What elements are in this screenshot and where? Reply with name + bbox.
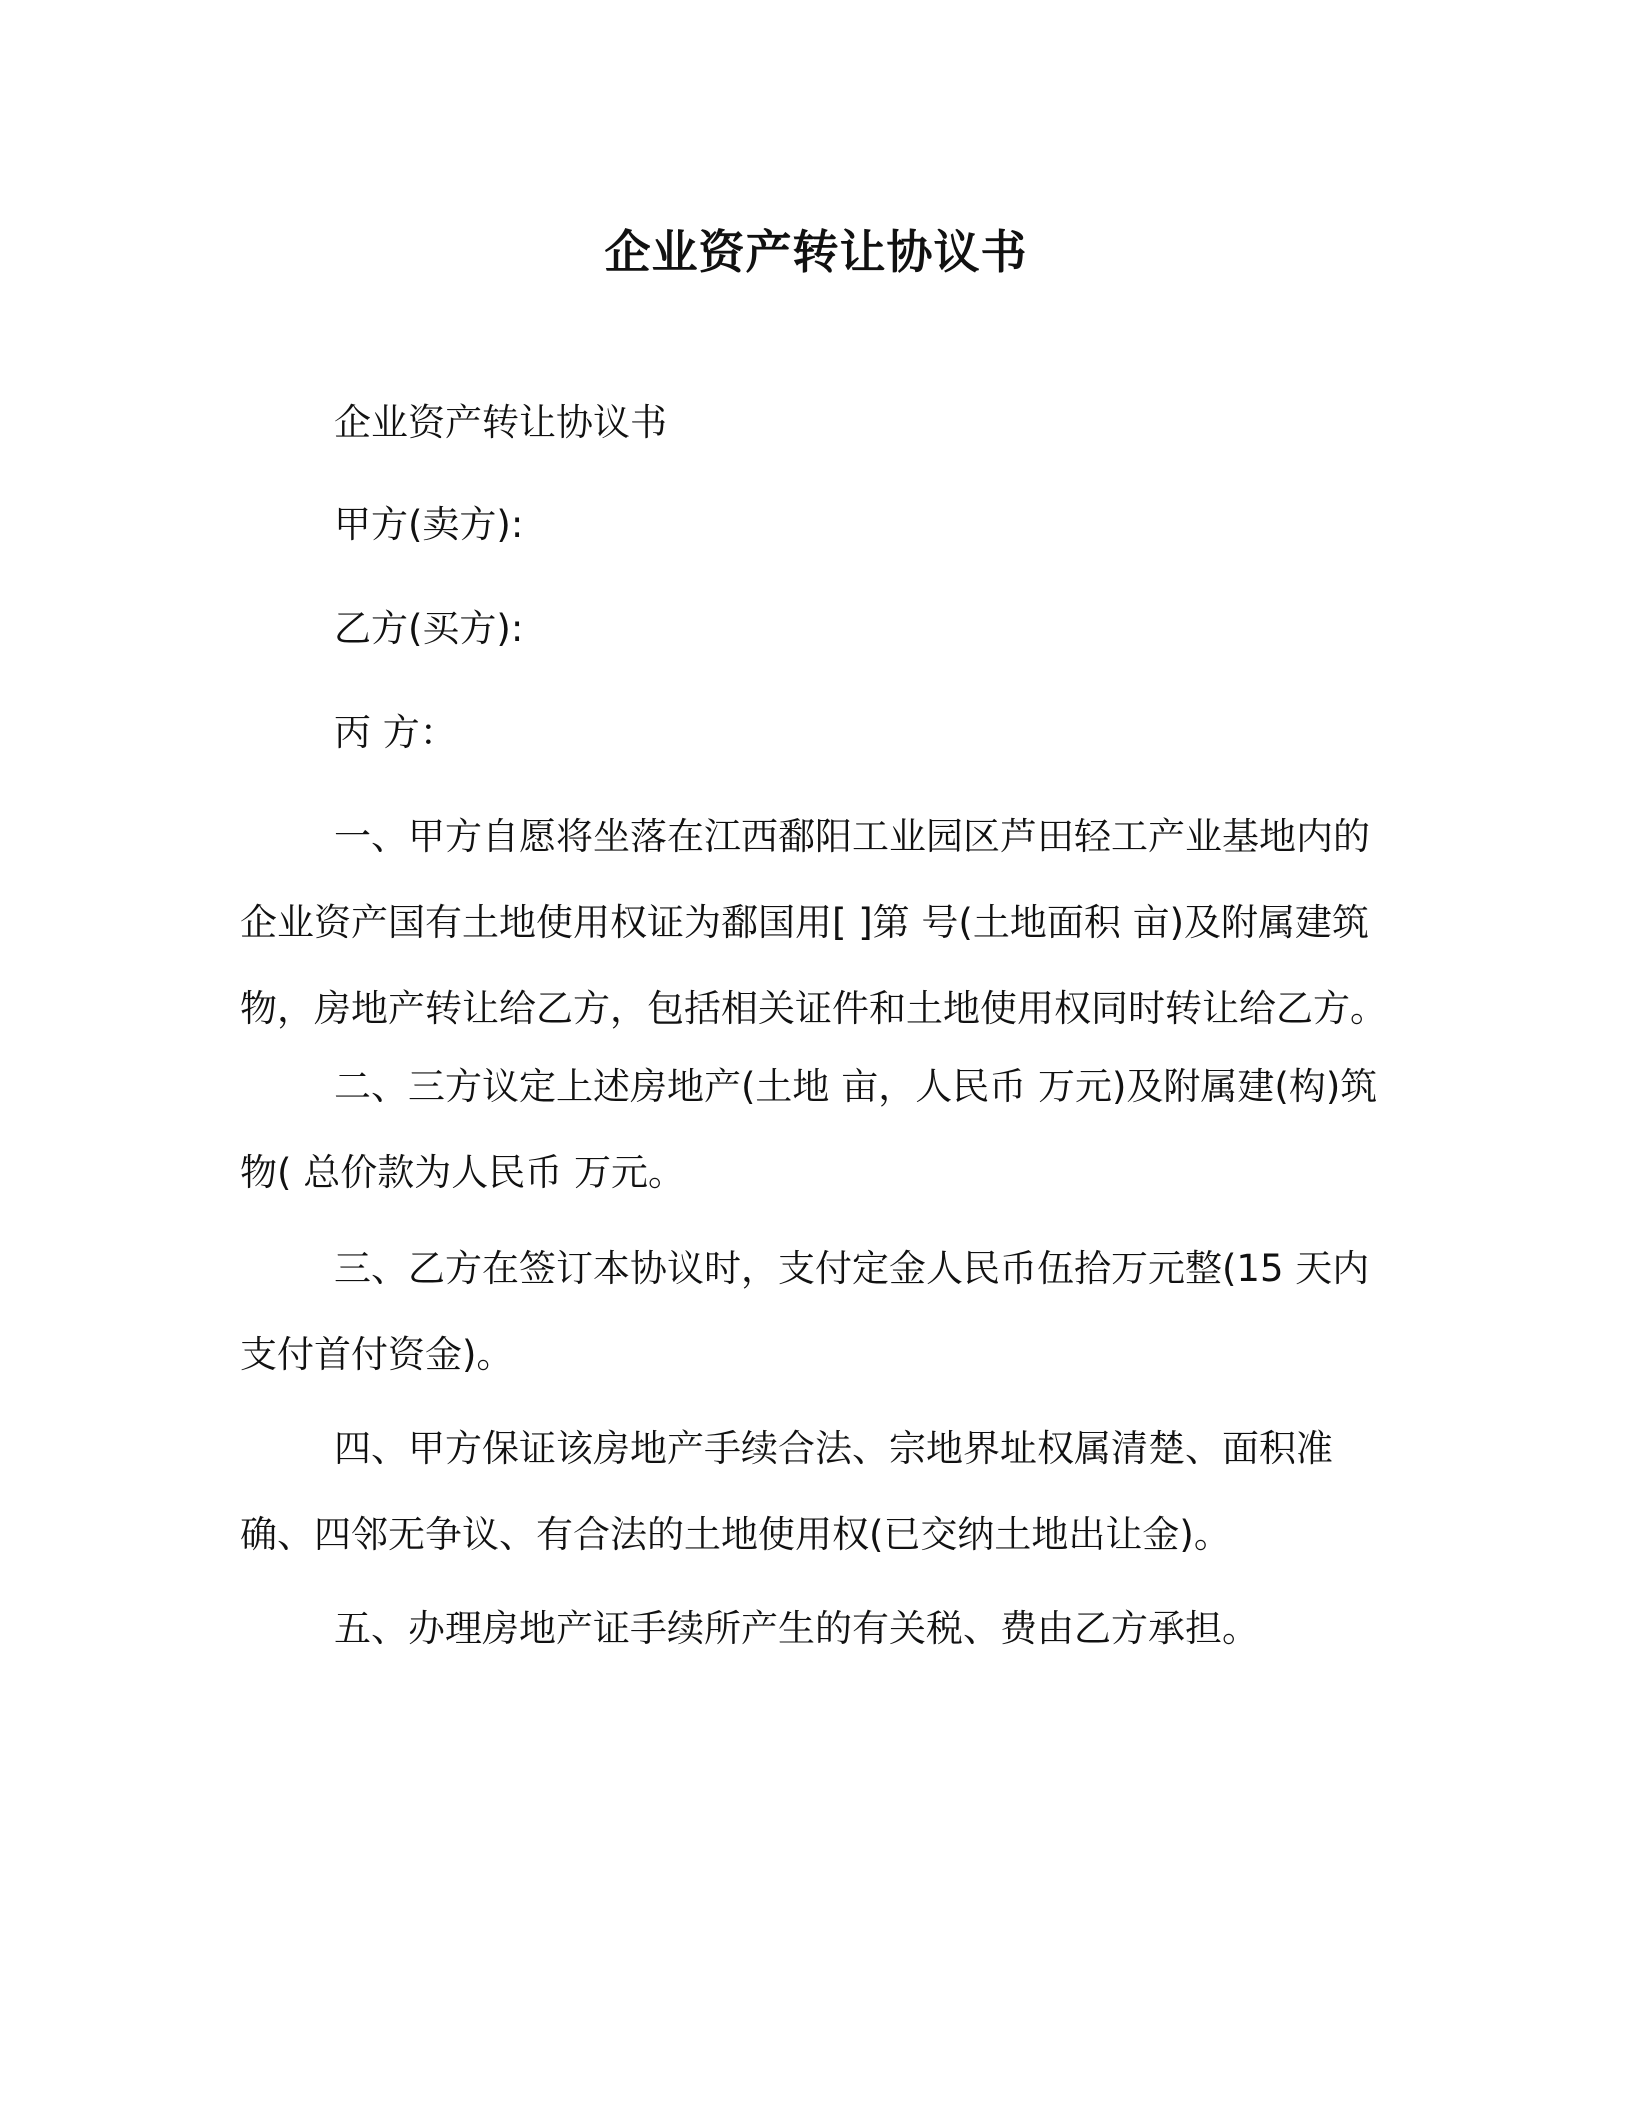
clause-4: 四、甲方保证该房地产手续合法、宗地界址权属清楚、面积准确、四邻无争议、有合法的土地使用权(已交纳土地出让金)。 xyxy=(240,1427,1333,1556)
clause-1: 一、甲方自愿将坐落在江西鄱阳工业园区芦田轻工产业基地内的企业资产国有土地使用权证为鄱国用[ ]第 号(土地面积 亩)及附属建筑物，房地产转让给乙方，包括相关证件和土地使用权同时转让给乙方。 xyxy=(240,815,1387,1030)
clause-5: 五、办理房地产证手续所产生的有关税、费由乙方承担。 xyxy=(334,1607,1259,1650)
clause-3: 三、乙方在签订本协议时，支付定金人民币伍拾万元整(15 天内支付首付资金)。 xyxy=(240,1247,1370,1376)
party-c-line: 丙 方： xyxy=(334,711,457,754)
document-subtitle: 企业资产转让协议书 xyxy=(334,401,667,444)
party-b-line: 乙方(买方): xyxy=(334,607,524,650)
clause-2: 二、三方议定上述房地产(土地 亩，人民币 万元)及附属建(构)筑物( 总价款为人民币 万元。 xyxy=(240,1065,1378,1194)
document-title: 企业资产转让协议书 xyxy=(604,225,1028,279)
party-a-line: 甲方(卖方): xyxy=(334,503,524,546)
